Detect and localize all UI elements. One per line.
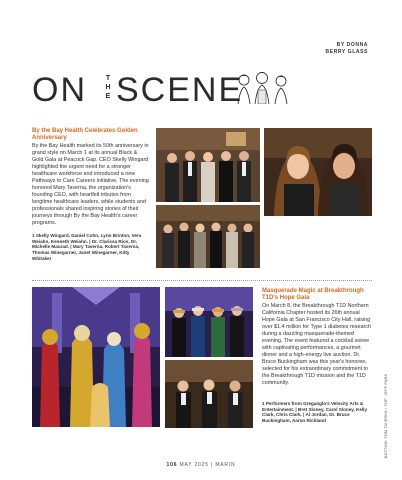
masthead-the	[104, 74, 112, 101]
photo-four-masked-guests	[165, 287, 253, 357]
story-by-the-bay-health	[32, 128, 150, 262]
byline	[326, 42, 368, 56]
masthead-the-letter: E	[105, 93, 111, 100]
story-hope-gala	[262, 288, 374, 424]
masthead-the-letter: H	[105, 84, 111, 91]
story2-title: Masquerade Magic at Breakthrough T1D's Hope Gala	[262, 288, 364, 302]
story2-body: On March 8, the Breakthrough T1D Northern California Chapter hosted its 26th annual Hope Gala at San Francisco City Hall, raising over $1.4 million for Type 1 diabetes research during a dazzling masquerade-themed evening. The event featured a cocktail soiree with captivating performances, a gourmet dinner and a high-energy live auction. Dr. Bruce Buckingham was this year's honoree, selected for his extraordinary commitment to the Breakthrough T1D mission and the T1D community.	[262, 302, 371, 386]
masthead-on: ON	[32, 71, 87, 109]
masthead-scene: SCENE	[116, 71, 244, 109]
photo-masquerade-performers	[32, 287, 160, 427]
folio-separator: |	[211, 462, 214, 468]
photo-two-women	[264, 128, 372, 216]
byline-name: BERRY GLASS	[325, 49, 368, 55]
photo-credit	[383, 373, 388, 459]
page-number: 106	[166, 462, 178, 468]
section-divider	[32, 280, 372, 281]
people-illustration	[232, 68, 294, 104]
photo-gala-group-five	[156, 128, 260, 202]
story1-title: By the Bay Health Celebrates Golden Anniversary	[32, 128, 138, 142]
issue-date: MAY 2025	[179, 462, 209, 468]
photo-honoree-group	[165, 360, 253, 428]
masthead-the-letter: T	[105, 75, 111, 82]
photo-credit-text: BOTTOM: TOM TAVERNA / TOP: JEFF PARA	[383, 373, 388, 459]
magazine-name: MARIN	[215, 462, 236, 468]
story2-caption: 1 Performers from Greganglo's Velocity Arts & Entertainment. | Bret Sloney, Carol Sloney, Kelly Clark, Chris Clark. | Al Jordan, Dr. Bruce Buckingham, Aaron Richland	[262, 400, 368, 424]
byline-by: BY DONNA	[336, 42, 368, 48]
page-folio	[0, 462, 402, 468]
story1-caption: 1 Skelly Wingard, Daniel Cohn, Lynn Brinton, Vera Weiahn, Kenneth Weiahn. | Dr. Clarissa Rios, Dr. Michelle Maurad. | Mary Taverna, Robert Taverna, Thomas Winegarner, Janet Winegarner, Kitty Whitaker	[32, 232, 142, 261]
photo-gala-group-six	[156, 205, 260, 268]
story1-body: By the Bay Health marked its 50th anniversary in grand style on March 1 at its annual Black & Gold Gala at Peacock Gap. CEO Skelly Wingard highlighted the urgent need for a stronger healthcare workforce and introduced a new Pathways to Care Careers initiative. The evening honored Mary Taverna, the organization's founding CEO, with heartfelt tributes from longtime healthcare leaders, while students and professionals shared inspiring stories of their journeys through By the Bay Health's career programs.	[32, 142, 149, 226]
